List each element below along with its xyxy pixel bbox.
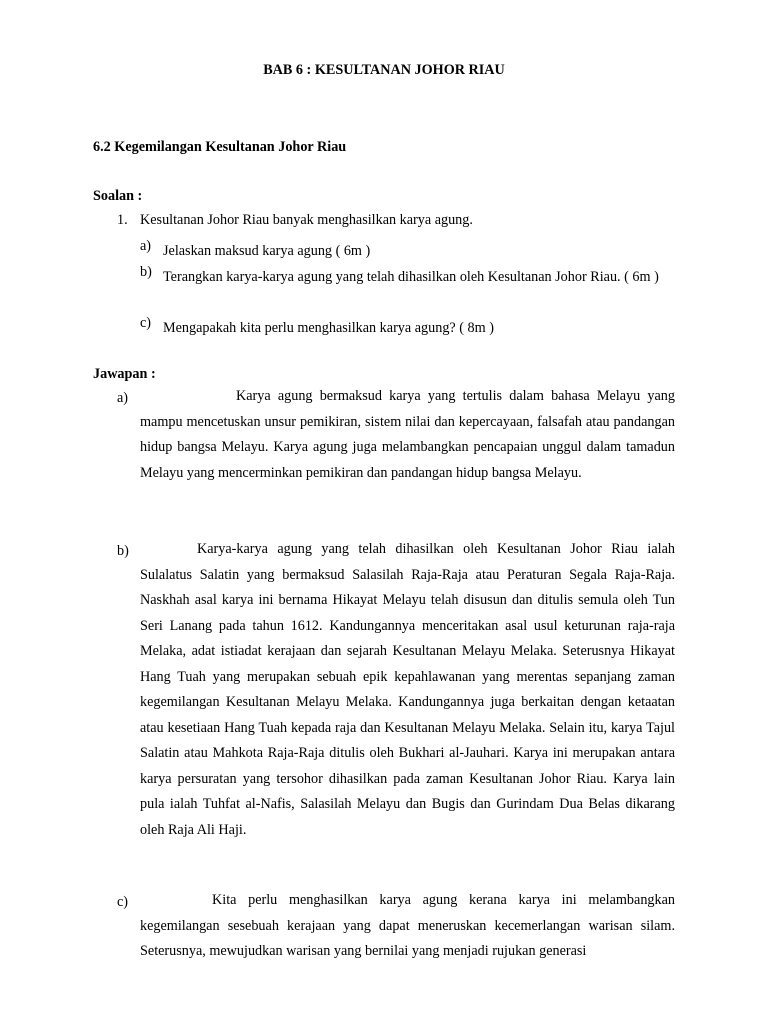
- question-part-text: Jelaskan maksud karya agung ( 6m ): [163, 243, 371, 259]
- answer-letter: c): [117, 894, 129, 910]
- answer-paragraph: [140, 384, 675, 486]
- question-part-text: Mengapakah kita perlu menghasilkan karya agung? ( 8m ): [163, 320, 494, 336]
- question-part-letter: a): [140, 238, 152, 254]
- answer-text: Karya agung bermaksud karya yang tertulis dalam bahasa Melayu yang mampu mencetuskan unsur pemikiran, sistem nilai dan kepercayaan, falsafah atau pandangan hidup bangsa Melayu. Karya agung juga melambangkan pencapaian unggul dalam tamadun Melayu yang mencerminkan pemikiran dan pandangan hidup bangsa Melayu.: [140, 388, 675, 481]
- document-title: BAB 6 : KESULTANAN JOHOR RIAU: [263, 62, 505, 78]
- answer-text: Kita perlu menghasilkan karya agung kerana karya ini melambangkan kegemilangan sesebuah kerajaan yang dapat meneruskan kecemerlangan warisan silam. Seterusnya, mewujudkan warisan yang bernilai yang menjadi rujukan generasi: [140, 892, 675, 959]
- answer-text: Karya-karya agung yang telah dihasilkan oleh Kesultanan Johor Riau ialah Sulalatus Salatin yang bermaksud Salasilah Raja-Raja atau Peraturan Segala Raja-Raja. Naskhah asal karya ini bernama Hikayat Melayu telah disusun dan ditulis semula oleh Tun Seri Lanang pada tahun 1612. Kandungannya menceritakan asal usul keturunan raja-raja Melaka, adat istiadat kerajaan dan sejarah Kesultanan Melayu Melaka. Seterusnya Hikayat Hang Tuah yang merupakan sebuah epik kepahlawanan yang merentas sepanjang zaman kegemilangan Kesultanan Melayu Melaka. Kandungannya juga berkaitan dengan ketaatan atau kesetiaan Hang Tuah kepada raja dan Kesultanan Melayu Melaka. Selain itu, karya Tajul Salatin atau Mahkota Raja-Raja ditulis oleh Bukhari al-Jauhari. Karya ini merupakan antara karya persuratan yang tersohor dihasilkan pada zaman Kesultanan Johor Riau. Karya lain pula ialah Tuhfat al-Nafis, Salasilah Melayu dan Bugis dan Gurindam Dua Belas dikarang oleh Raja Ali Haji.: [140, 541, 675, 838]
- question-part-text: Terangkan karya-karya agung yang telah dihasilkan oleh Kesultanan Johor Riau. ( 6m ): [163, 269, 659, 285]
- answer-paragraph: [140, 537, 675, 843]
- section-heading: 6.2 Kegemilangan Kesultanan Johor Riau: [93, 139, 347, 155]
- question-part-letter: c): [140, 315, 152, 331]
- answer-letter: a): [117, 390, 129, 406]
- answer-letter: b): [117, 543, 129, 559]
- question-part-letter: b): [140, 264, 152, 280]
- question-number: 1.: [117, 212, 128, 228]
- answer-paragraph: [140, 888, 675, 965]
- question-text: Kesultanan Johor Riau banyak menghasilkan karya agung.: [140, 212, 473, 228]
- soalan-label: Soalan :: [93, 188, 143, 204]
- jawapan-label: Jawapan :: [93, 366, 156, 382]
